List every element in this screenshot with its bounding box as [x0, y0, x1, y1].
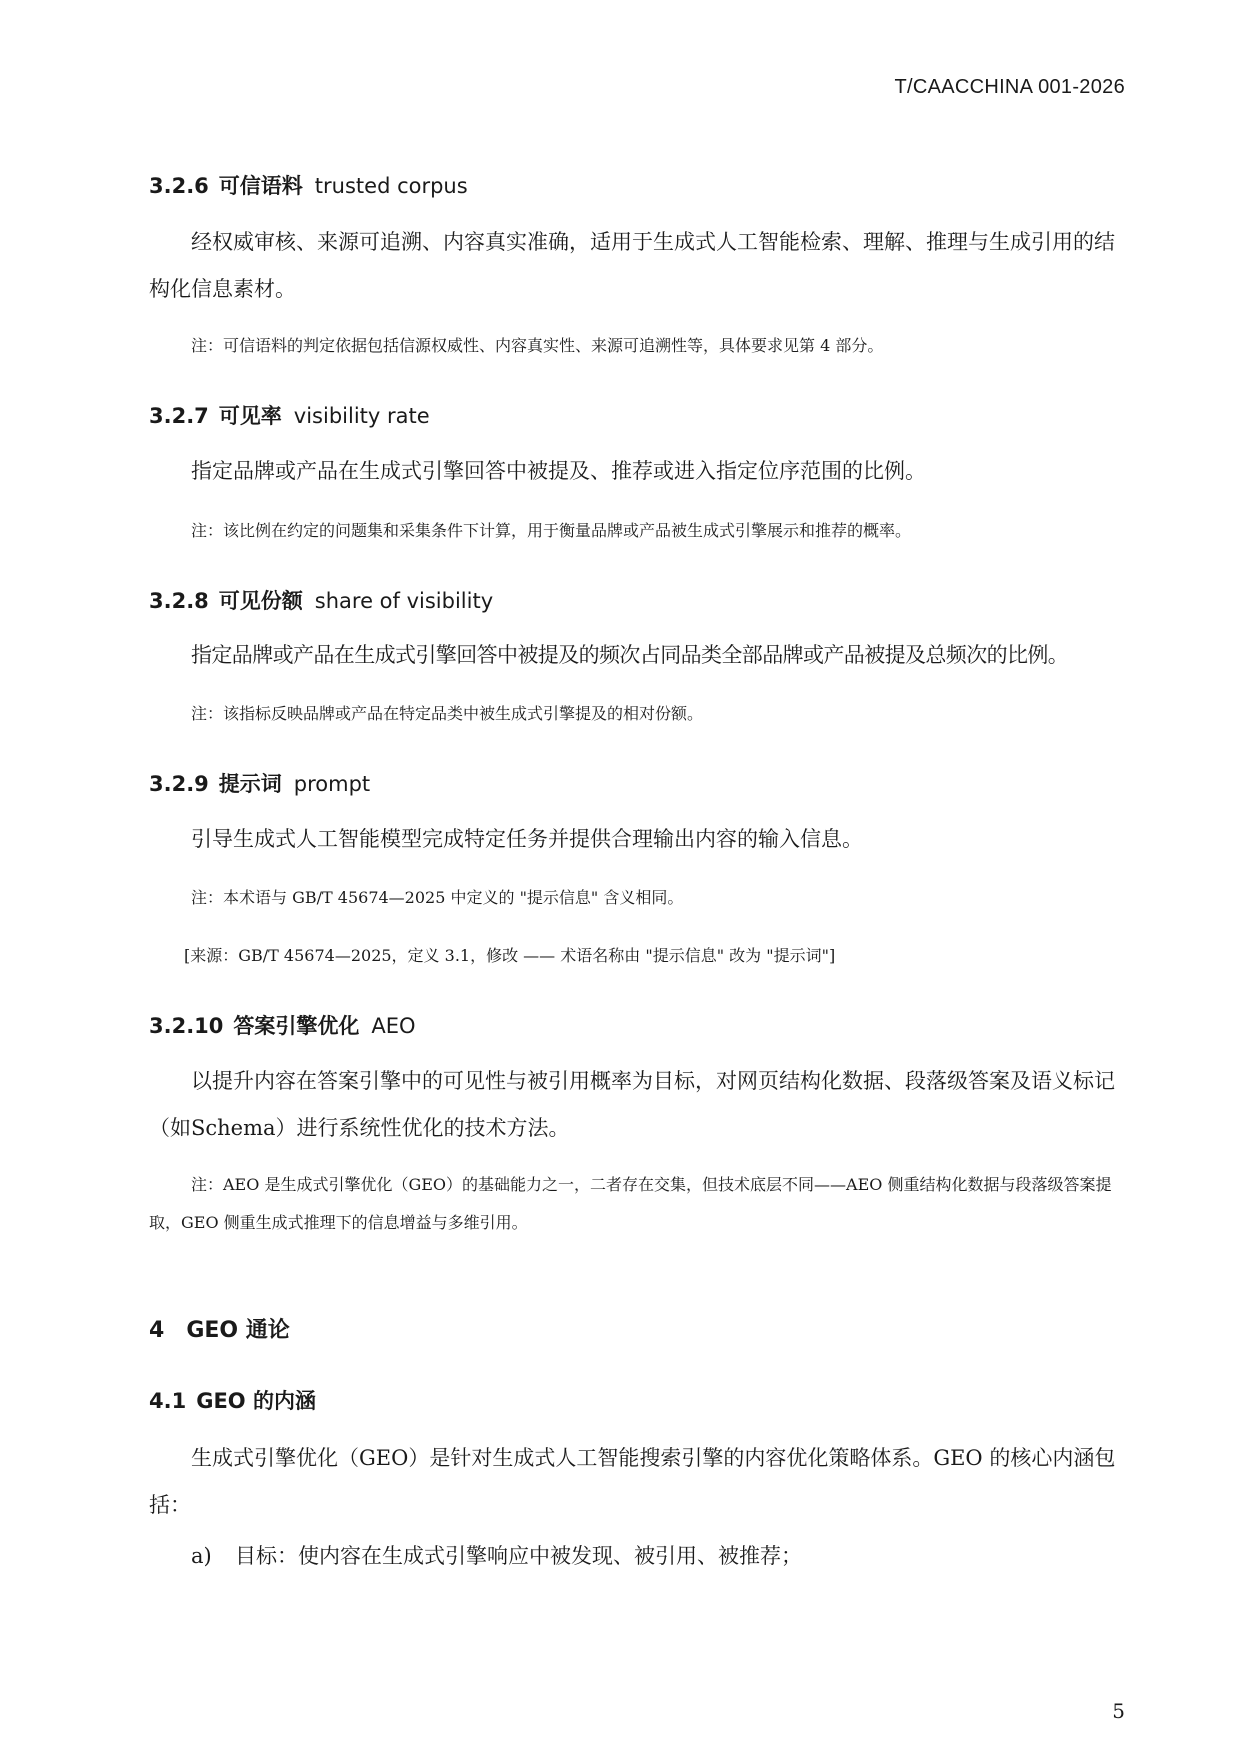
heading-number: 3.2.6 [149, 174, 209, 198]
note-3-2-7: 注：该比例在约定的问题集和采集条件下计算，用于衡量品牌或产品被生成式引擎展示和推荐的概率。 [191, 521, 912, 540]
heading-number: 4.1 [149, 1389, 187, 1413]
document-code: T/CAACCHINA 001-2026 [894, 76, 1125, 98]
note-3-2-8: 注：该指标反映品牌或产品在特定品类中被生成式引擎提及的相对份额。 [191, 704, 704, 723]
heading-number: 3.2.7 [149, 404, 209, 428]
note-3-2-9: 注：本术语与 GB/T 45674—2025 中定义的 "提示信息" 含义相同。 [191, 888, 684, 907]
definition-3-2-10: 以提升内容在答案引擎中的可见性与被引用概率为目标，对网页结构化数据、段落级答案及语义标记（如Schema）进行系统性优化的技术方法。 [149, 1069, 1115, 1140]
term-cn: 可信语料 [218, 174, 303, 198]
term-cn: 可见率 [218, 404, 282, 428]
heading-3-2-7 [149, 400, 430, 430]
section-title: GEO 通论 [186, 1318, 290, 1343]
list-item-text: 目标：使内容在生成式引擎响应中被发现、被引用、被推荐； [235, 1544, 802, 1568]
heading-number: 4 [149, 1318, 165, 1343]
term-en: AEO [371, 1014, 416, 1038]
list-item [191, 1540, 802, 1570]
definition-3-2-8: 指定品牌或产品在生成式引擎回答中被提及的频次占同品类全部品牌或产品被提及总频次的比例。 [191, 643, 1069, 667]
term-en: visibility rate [293, 404, 430, 428]
term-en: share of visibility [314, 589, 494, 613]
page-number: 5 [1112, 1699, 1125, 1723]
definition-3-2-7: 指定品牌或产品在生成式引擎回答中被提及、推荐或进入指定位序范围的比例。 [191, 459, 926, 483]
note-3-2-10: 注：AEO 是生成式引擎优化（GEO）的基础能力之一，二者存在交集，但技术底层不同——AEO 侧重结构化数据与段落级答案提取，GEO 侧重生成式推理下的信息增益与多维引用。 [149, 1175, 1112, 1232]
heading-number: 3.2.9 [149, 772, 209, 796]
term-cn: 可见份额 [218, 589, 303, 613]
term-en: trusted corpus [314, 174, 468, 198]
heading-number: 3.2.10 [149, 1014, 224, 1038]
term-cn: 答案引擎优化 [233, 1014, 360, 1038]
heading-3-2-9 [149, 768, 370, 798]
term-en: prompt [293, 772, 371, 796]
list-marker: a) [191, 1544, 212, 1568]
paragraph-4-1: 生成式引擎优化（GEO）是针对生成式人工智能搜索引擎的内容优化策略体系。GEO 的核心内涵包括： [149, 1446, 1116, 1517]
heading-3-2-6 [149, 170, 468, 200]
heading-3-2-8 [149, 585, 493, 615]
section-title: GEO 的内涵 [196, 1389, 316, 1413]
term-cn: 提示词 [218, 772, 282, 796]
heading-3-2-10 [149, 1010, 416, 1040]
source-3-2-9: [来源：GB/T 45674—2025，定义 3.1，修改 —— 术语名称由 "提示信息" 改为 "提示词"] [184, 946, 836, 965]
heading-number: 3.2.8 [149, 589, 209, 613]
heading-4-1 [149, 1385, 316, 1415]
definition-3-2-6: 经权威审核、来源可追溯、内容真实准确，适用于生成式人工智能检索、理解、推理与生成引用的结构化信息素材。 [149, 230, 1115, 301]
heading-4 [149, 1313, 290, 1344]
note-3-2-6: 注：可信语料的判定依据包括信源权威性、内容真实性、来源可追溯性等，具体要求见第 4 部分。 [191, 336, 884, 355]
definition-3-2-9: 引导生成式人工智能模型完成特定任务并提供合理输出内容的输入信息。 [191, 827, 863, 851]
